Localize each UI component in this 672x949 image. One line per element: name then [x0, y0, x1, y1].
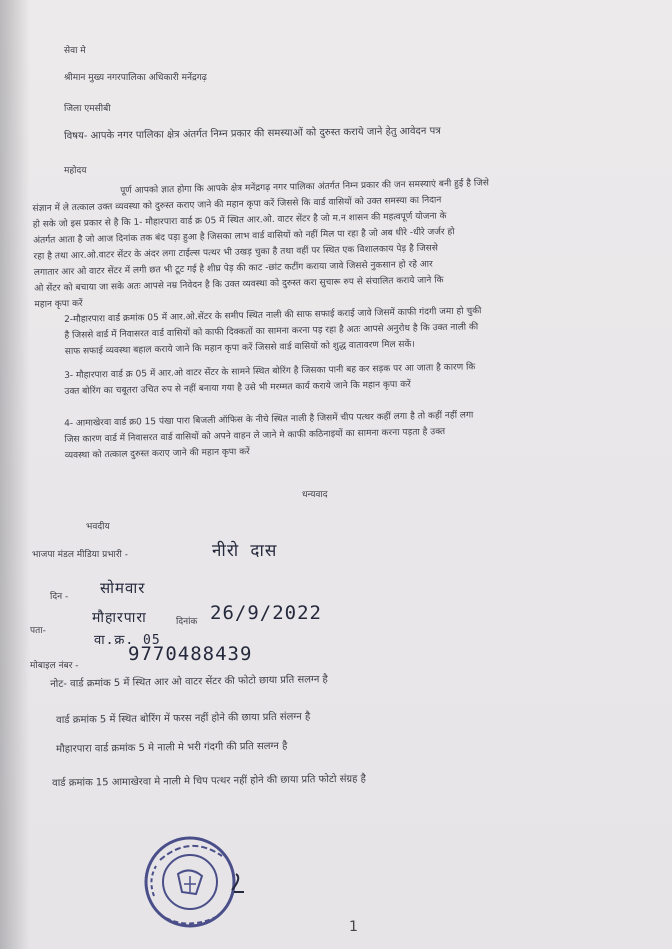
paragraph-1 — [32, 175, 491, 313]
p2-line: है जिससे वार्ड में निवासरत वार्ड वासियों को काफी दिक्कतों का सामना करना पड़ रहा है अतः आपसे अनुरोध है कि उक्त नाली की — [64, 322, 479, 341]
mobile-label: मोबाइल नंबर - — [30, 661, 79, 671]
thanks: धन्यवाद — [302, 490, 328, 500]
paragraph-2 — [64, 303, 482, 360]
p1-line: रहा है तथा आर.ओ.वाटर सेंटर के अंदर लगा टाईल्स पत्थर भी उखड़ चुका है तथा वहीं पर स्थित एक विशालकाय पेड़ है जिससे — [33, 243, 438, 262]
p1-line: अंतर्गत आता है जो आज दिनांक तक बंद पड़ा हुआ है जिसका लाभ वार्ड वासियों को नहीं मिल पा रहा है जो अब धीरे -धीरे जर्जर हो — [33, 227, 455, 246]
p1-line: महान कृपा करें — [34, 298, 83, 310]
date-label: दिनांक — [176, 617, 198, 627]
handwritten-name: नीरो दास — [212, 541, 278, 561]
p1-line: पूर्ण आपको ज्ञात होगा कि आपके क्षेत्र मनेंद्रगढ़ नगर पालिका अंतर्गत निम्न प्रकार की जन समस्याएं बनी हुई है जिसे — [120, 178, 490, 197]
p1-line: संज्ञान में ले तत्काल उक्त व्यवस्था को दुरुस्त कराए जाने की महान कृपा करें जिससे कि वार्ड वासियों को उक्त समस्या का निदान — [32, 195, 442, 214]
note-2: वार्ड क्रमांक 5 में स्थित बोरिंग में फरस नहीं होने की छाया प्रति संलग्न है — [56, 711, 311, 726]
paragraph-3 — [64, 359, 476, 400]
official-seal-stamp — [138, 830, 248, 940]
handwritten-date: 26/9/2022 — [210, 602, 322, 624]
p2-line: साफ सफाई व्यवस्था बहाल कराये जाने कि महान कृपा करें जिससे वार्ड वासियों को शुद्ध वातावरण मिल सकें। — [64, 339, 415, 357]
subject: विषय- आपके नगर पालिका क्षेत्र अंतर्गत निम्न प्रकार की समस्याओं को दुरुस्त कराये जाने हेतु आवेदन पत्र — [64, 125, 441, 142]
p4-line: जिस कारण वार्ड में निवासरत वार्ड वासियों को अपने वाहन ले जाने मे काफी कठिनाइयों का सामना करना पड़ता है उक्त — [64, 427, 446, 445]
p1-line: लगातार आर ओ वाटर सेंटर में लगी छत भी टूट गई है शीघ्र पेड़ की काट -छांट कटींग कराया जावे जिससे नुकसान हो रहे आर — [33, 259, 433, 278]
handwritten-mobile: 9770488439 — [128, 643, 253, 665]
post-label: भाजपा मंडल मीडिया प्रभारी - — [32, 550, 128, 560]
pata-label: पता- — [30, 626, 46, 636]
handwritten-day: सोमवार — [100, 579, 146, 597]
addressee: श्रीमान मुख्य नगरपालिका अधिकारी मनेंद्रगढ़ — [64, 73, 207, 83]
paragraph-4 — [64, 407, 474, 464]
handwritten-address-2: वा.क्र. 05 — [94, 633, 161, 648]
district: जिला एमसीबी — [64, 104, 111, 114]
din-label: दिन - — [50, 592, 69, 602]
page-number: 1 — [349, 919, 358, 935]
note-4: वार्ड क्रमांक 15 आमाखेरवा मे नाली मे चिप पत्थर नहीं होने की छाया प्रति फोटो संग्रह है — [52, 773, 367, 789]
p3-line: उक्त बोरिंग का चबूतरा उचित रुप से नहीं बनाया गया है उसे भी मरम्मत कार्य कराये जाने कि महान कृपा करें — [64, 379, 411, 397]
p4-line: व्यवस्था को तत्काल दुरुस्त कराए जाने की महान कृपा करें — [64, 447, 250, 461]
note-1: नोट- वार्ड क्रमांक 5 में स्थित आर ओ वाटर सेंटर की फोटो छाया प्रति सलग्न है — [50, 674, 328, 690]
p4-line: 4- आमाखेरवा वार्ड क्र0 15 पंखा पारा बिजली ऑफिस के नीचे स्थित नाली है जिसमें चीप पत्थर कहीं लगा है तो कहीं नहीं लगा — [64, 410, 474, 429]
page-shadow — [0, 0, 30, 949]
p1-line: ओ सेंटर को बचाया जा सके अतः आपसे नम्र निवेदन है कि उक्त व्यवस्था को दुरुस्त करा सुचारू रुप से संचालित कराये जाने कि — [34, 275, 444, 294]
bhavdiya: भवदीय — [86, 522, 110, 532]
handwritten-address-1: मौहारपारा — [92, 610, 147, 626]
salutation: महोदय — [64, 166, 87, 176]
p1-line: हो सके जो इस प्रकार से है कि 1- मौहारपारा वार्ड क्र 05 में स्थित आर.ओ. वाटर सेंटर है जो म.न शासन की महत्वपूर्ण योजना के — [32, 211, 447, 230]
to-line: सेवा मे — [64, 46, 86, 56]
note-3: मौहारपारा वार्ड क्रमांक 5 मे नाली मे भरी गंदगी की प्रति सलग्न है — [56, 740, 288, 755]
p3-line: 3- मौहारपारा वार्ड क्र 05 में आर.ओ वाटर सेंटर के सामने स्थित बोरिंग है जिसका पानी बह कर सड़क पर आ जाता है कारण कि — [64, 362, 476, 381]
p2-line: 2-मौहारपारा वार्ड क्रमांक 05 में आर.ओ.सेंटर के समीप स्थित नाली की साफ सफाई कराई जावे जिसमें काफी गंदगी जमा हो चुकी — [64, 306, 482, 325]
